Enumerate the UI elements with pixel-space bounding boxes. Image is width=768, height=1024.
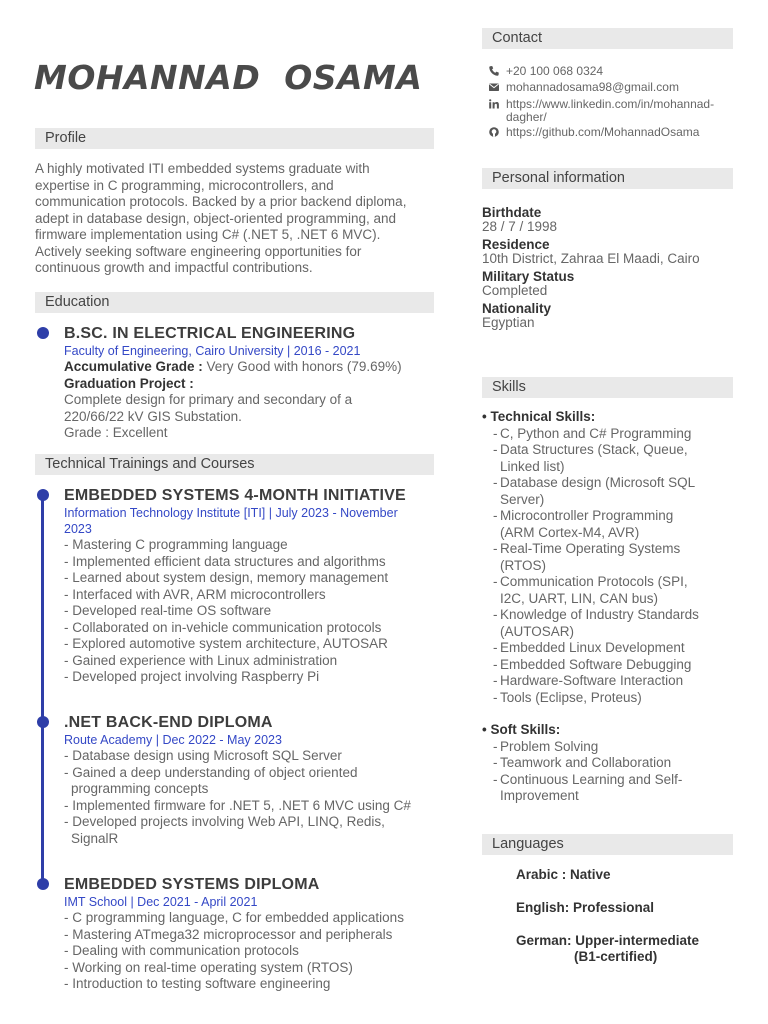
technical-skills-list [482, 426, 732, 707]
github-icon [488, 126, 500, 138]
university-line[interactable]: Faculty of Engineering, Cairo University | 2016 - 2021 [64, 344, 361, 358]
training-entry [64, 875, 436, 993]
linkedin-url-line: https://www.linkedin.com/in/mohannad- [506, 97, 715, 111]
linkedin-url [506, 98, 736, 123]
skill-text: Communication Protocols (SPI, [500, 574, 688, 589]
dash-bullet: - [493, 689, 498, 705]
skill-text: Continuous Learning and Self- [500, 771, 683, 787]
residence-value: 10th District, Zahraa El Maadi, Cairo [482, 251, 700, 266]
skill-item [482, 541, 732, 558]
candidate-name: MOHANNAD OSAMA [34, 58, 423, 97]
military-value: Completed [482, 283, 548, 298]
skill-item-cont [482, 558, 732, 575]
dash-bullet: - [493, 640, 498, 655]
timeline-dot [37, 327, 49, 339]
profile-line: Actively seeking software engineering opportunities for [35, 243, 362, 259]
email-address: mohannadosama98@gmail.com [506, 80, 679, 94]
skill-item [482, 772, 732, 789]
dash-bullet: - [493, 574, 498, 589]
skills-list [482, 409, 732, 805]
education-entry [64, 324, 436, 442]
training-bullet: - Gained experience with Linux administration [64, 652, 338, 668]
training-entry [64, 713, 436, 847]
mail-icon [488, 81, 500, 93]
languages-section-header: Languages [482, 834, 733, 855]
education-section-header: Education [35, 292, 434, 313]
skill-item [482, 739, 732, 756]
personal-section-header: Personal information [482, 168, 733, 189]
technical-skills-heading: • Technical Skills: [482, 409, 596, 424]
training-bullet: - Dealing with communication protocols [64, 943, 299, 958]
soft-skills-heading: • Soft Skills: [482, 722, 561, 737]
skill-item [482, 426, 732, 443]
skill-text: Problem Solving [500, 738, 599, 754]
language-english: English: Professional [516, 900, 655, 915]
skill-item [482, 755, 732, 772]
skill-text: I2C, UART, LIN, CAN bus) [500, 590, 659, 606]
profile-line: expertise in C programming, microcontrollers, and [35, 177, 334, 193]
training-bullet: - Implemented firmware for .NET 5, .NET 6 MVC using C# [64, 797, 411, 813]
nationality-value: Egyptian [482, 315, 535, 330]
grade-value: Very Good with honors (79.69%) [202, 359, 402, 374]
profile-line: continuous growth and impactful contributions. [35, 260, 313, 275]
skill-text: Embedded Linux Development [500, 640, 685, 655]
trainings-section-header: Technical Trainings and Courses [35, 454, 434, 475]
training-bullet: - Explored automotive system architecture, AUTOSAR [64, 636, 388, 651]
skill-item [482, 657, 732, 674]
nationality-label: Nationality [482, 301, 552, 316]
training-bullet: - Mastering ATmega32 microprocessor and peripherals [64, 926, 393, 942]
linkedin-url-line: dagher/ [506, 109, 547, 124]
skill-item [482, 640, 732, 657]
dash-bullet: - [493, 673, 498, 688]
training-bullet-cont: SignalR [71, 830, 119, 846]
skill-text: C, Python and C# Programming [500, 425, 692, 441]
skill-item-cont [482, 591, 732, 608]
skill-item [482, 574, 732, 591]
training-institute[interactable]: Route Academy | Dec 2022 - May 2023 [64, 733, 282, 747]
skill-item [482, 690, 732, 707]
skill-text: (RTOS) [500, 557, 547, 573]
phone-icon [488, 65, 500, 77]
profile-line: firmware implementation using C# (.NET 5, .NET 6 MVC). [35, 227, 381, 242]
dash-bullet: - [493, 656, 498, 672]
skills-section-header: Skills [482, 377, 733, 398]
skill-text: Knowledge of Industry Standards [500, 607, 699, 622]
project-label-line [64, 376, 436, 393]
degree-title: B.SC. IN ELECTRICAL ENGINEERING [64, 325, 356, 342]
training-bullet: - Interfaced with AVR, ARM microcontrollers [64, 586, 326, 602]
dash-bullet: - [493, 755, 498, 770]
training-bullet: - C programming language, C for embedded applications [64, 910, 404, 925]
skill-text: (ARM Cortex-M4, AVR) [500, 524, 640, 540]
skill-item-cont [482, 525, 732, 542]
phone-number: +20 100 068 0324 [506, 64, 604, 78]
project-line: Complete design for primary and secondary of a [64, 392, 353, 407]
skills-spacer [482, 706, 732, 722]
skill-item-cont [482, 492, 732, 509]
skill-text: Tools (Eclipse, Proteus) [500, 689, 642, 705]
language-german: German: Upper-intermediate [516, 933, 700, 948]
training-bullet: - Developed real-time OS software [64, 603, 272, 618]
profile-line: A highly motivated ITI embedded systems graduate with [35, 161, 370, 176]
dash-bullet: - [493, 771, 498, 787]
dash-bullet: - [493, 607, 498, 622]
dash-bullet: - [493, 425, 498, 441]
training-bullet: - Database design using Microsoft SQL Server [64, 748, 342, 763]
skill-text: Database design (Microsoft SQL [500, 475, 696, 490]
training-title: EMBEDDED SYSTEMS 4-MONTH INITIATIVE [64, 487, 406, 504]
skill-text: Server) [500, 491, 545, 507]
skill-item-cont [482, 624, 732, 641]
skill-item-cont [482, 459, 732, 476]
linkedin-icon [488, 98, 500, 110]
soft-skills-list [482, 739, 732, 805]
training-bullet-cont: programming concepts [71, 781, 209, 796]
dash-bullet: - [493, 508, 498, 523]
contact-section-header: Contact [482, 28, 733, 49]
training-bullet: - Developed project involving Raspberry Pi [64, 669, 320, 684]
project-grade-line: Grade : Excellent [64, 425, 168, 440]
timeline-dot [37, 878, 49, 890]
training-entry [64, 486, 436, 686]
skill-item [482, 607, 732, 624]
training-bullet: - Developed projects involving Web API, LINQ, Redis, [64, 814, 385, 829]
language-german-cert: (B1-certified) [574, 949, 658, 964]
skill-item [482, 475, 732, 492]
project-line: 220/66/22 kV GIS Substation. [64, 408, 242, 424]
skill-item-cont [482, 788, 732, 805]
github-url: https://github.com/MohannadOsama [506, 125, 700, 139]
dash-bullet: - [493, 442, 498, 457]
residence-label: Residence [482, 237, 550, 252]
skill-item [482, 442, 732, 459]
grade-line [64, 359, 436, 376]
training-bullet: - Mastering C programming language [64, 537, 288, 552]
training-date: 2023 [64, 522, 92, 536]
skill-text: Real-Time Operating Systems [500, 541, 681, 556]
profile-line: communication protocols. Backed by a prior backend diploma, [35, 194, 407, 209]
training-institute[interactable]: IMT School | Dec 2021 - April 2021 [64, 895, 258, 909]
military-label: Military Status [482, 269, 575, 284]
training-bullet: - Implemented efficient data structures and algorithms [64, 553, 386, 569]
timeline-dot [37, 716, 49, 728]
training-title: EMBEDDED SYSTEMS DIPLOMA [64, 876, 320, 893]
training-institute[interactable]: Information Technology Institute [ITI] | July 2023 - November [64, 506, 398, 520]
dash-bullet: - [493, 475, 498, 490]
birthdate-label: Birthdate [482, 205, 542, 220]
skill-item [482, 508, 732, 525]
training-title: .NET BACK-END DIPLOMA [64, 714, 273, 731]
timeline-line [41, 495, 44, 885]
skill-text: Teamwork and Collaboration [500, 755, 672, 770]
profile-section-header: Profile [35, 128, 434, 149]
skill-text: Embedded Software Debugging [500, 656, 692, 672]
skill-text: Hardware-Software Interaction [500, 673, 684, 688]
profile-summary [35, 161, 435, 277]
grade-label: Accumulative Grade : [64, 359, 203, 374]
skill-item [482, 673, 732, 690]
skill-text: (AUTOSAR) [500, 623, 575, 639]
profile-line: adept in database design, object-oriented programming, and [35, 210, 396, 226]
skill-text: Microcontroller Programming [500, 508, 674, 523]
skill-text: Linked list) [500, 458, 565, 474]
training-bullet: - Learned about system design, memory management [64, 570, 389, 585]
training-bullet: - Gained a deep understanding of object oriented [64, 764, 358, 780]
training-bullet: - Working on real-time operating system (RTOS) [64, 959, 353, 975]
birthdate-value: 28 / 7 / 1998 [482, 219, 558, 234]
project-label: Graduation Project : [64, 375, 194, 391]
skill-text: Improvement [500, 788, 579, 803]
training-bullet: - Collaborated on in-vehicle communication protocols [64, 619, 382, 635]
language-arabic: Arabic : Native [516, 867, 611, 882]
training-bullet: - Introduction to testing software engineering [64, 976, 331, 991]
skill-text: Data Structures (Stack, Queue, [500, 442, 688, 457]
dash-bullet: - [493, 541, 498, 556]
timeline-dot [37, 489, 49, 501]
dash-bullet: - [493, 738, 498, 754]
